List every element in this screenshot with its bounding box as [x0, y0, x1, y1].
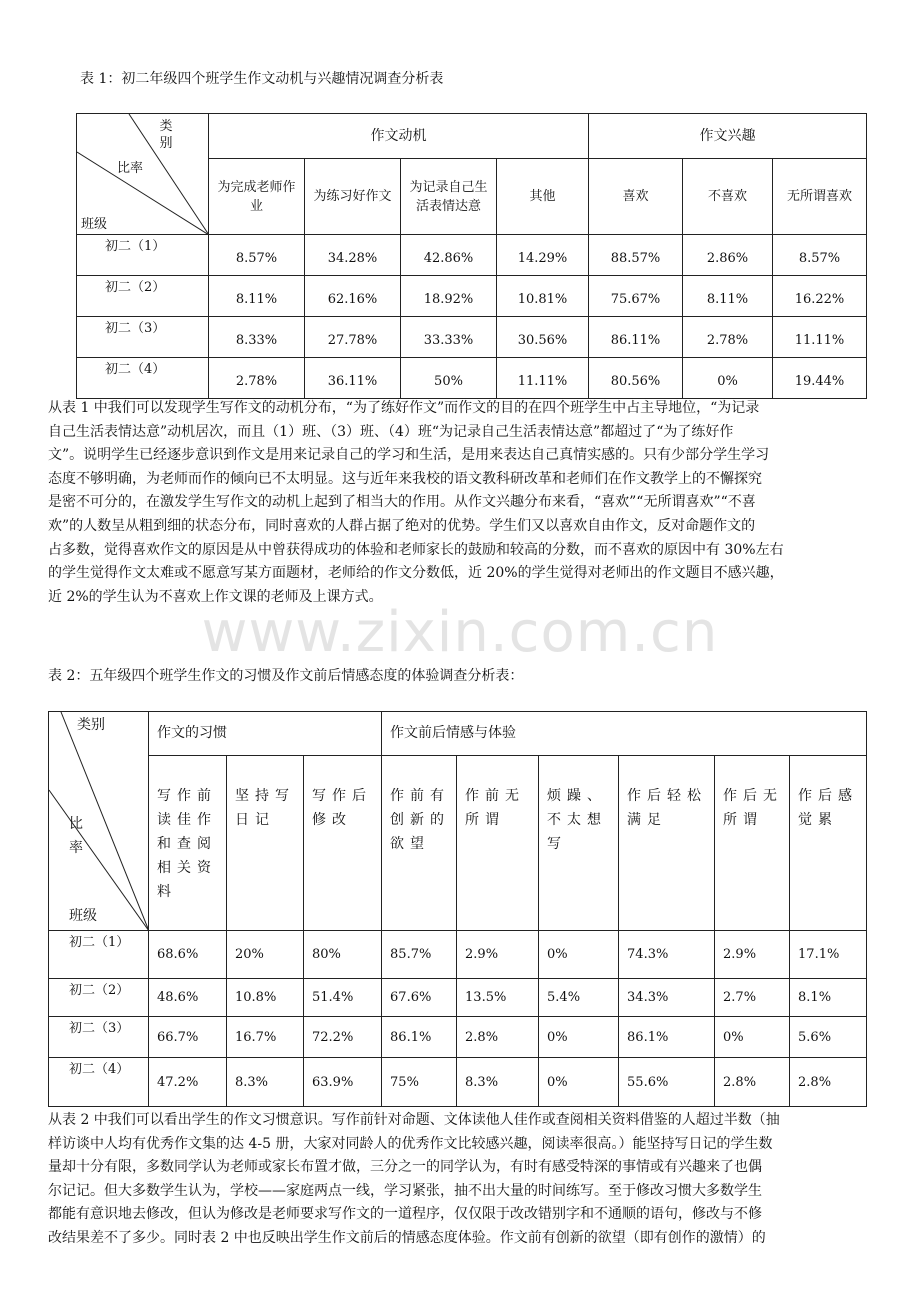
- table2-cell: 8.1%: [790, 979, 867, 1017]
- table2-row-label: 初二（1）: [49, 931, 149, 979]
- table2-cell: 2.9%: [457, 931, 539, 979]
- table1-cell: 11.11%: [497, 358, 589, 399]
- table2-cell: 0%: [715, 1017, 790, 1058]
- table1: [76, 113, 867, 399]
- table1-cell: 86.11%: [589, 317, 683, 358]
- table2-cell: 74.3%: [619, 931, 715, 979]
- table2-cell: 8.3%: [227, 1058, 304, 1107]
- table2-cell: 2.8%: [715, 1058, 790, 1107]
- table1-cell: 16.22%: [773, 276, 867, 317]
- table2-cell: 48.6%: [149, 979, 227, 1017]
- table2-cell: 0%: [539, 1058, 619, 1107]
- table1-cell: 8.11%: [209, 276, 305, 317]
- table2-cell: 55.6%: [619, 1058, 715, 1107]
- table2-cell: 72.2%: [304, 1017, 382, 1058]
- table1-cell: 36.11%: [305, 358, 401, 399]
- table2-column-header: 作前有创新的欲望: [382, 756, 457, 931]
- table2-corner-cell: [49, 712, 149, 931]
- table2-column-header: 作后轻松满足: [619, 756, 715, 931]
- table1-column-header: 不喜欢: [683, 159, 773, 235]
- table1-cell: 2.86%: [683, 235, 773, 276]
- paragraph-line: 量却十分有限，多数同学认为老师或家长布置才做，三分之一的同学认为，有时有感受特深的事情或有兴趣来了也偶: [48, 1159, 762, 1176]
- table1-row-label: 初二（3）: [77, 317, 209, 358]
- table1-cell: 42.86%: [401, 235, 497, 276]
- table1-cell: 8.33%: [209, 317, 305, 358]
- table2-cell: 0%: [539, 1017, 619, 1058]
- table2-cell: 34.3%: [619, 979, 715, 1017]
- table1-column-header: 为完成老师作业: [209, 159, 305, 235]
- paragraph-line: 近 2%的学生认为不喜欢上作文课的老师及上课方式。: [48, 588, 383, 605]
- table1-cell: 19.44%: [773, 358, 867, 399]
- table1-cell: 88.57%: [589, 235, 683, 276]
- paragraph-line: 样访谈中人均有优秀作文集的达 4-5 册，大家对同龄人的优秀作文比较感兴趣，阅读率很高。）能坚持写日记的学生数: [48, 1135, 773, 1152]
- table1-row-label: 初二（1）: [77, 235, 209, 276]
- table1-cell: 8.57%: [209, 235, 305, 276]
- table2-cell: 85.7%: [382, 931, 457, 979]
- paragraph-line: 态度不够明确，为老师而作的倾向已不太明显。这与近年来我校的语文教科研改革和老师们在作文教学上的不懈探究: [48, 470, 762, 487]
- table2-group-habit: 作文的习惯: [149, 712, 382, 756]
- table1-cell: 50%: [401, 358, 497, 399]
- table1-cell: 2.78%: [209, 358, 305, 399]
- table1-column-header: 无所谓喜欢: [773, 159, 867, 235]
- table2-cell: 68.6%: [149, 931, 227, 979]
- table2-row: [49, 1058, 867, 1107]
- table1-column-header: 其他: [497, 159, 589, 235]
- table1-group-motive: 作文动机: [209, 114, 589, 159]
- table1-corner-ratio: [115, 158, 143, 180]
- table2-row-label: 初二（4）: [49, 1058, 149, 1107]
- paragraph-line: 从表 1 中我们可以发现学生写作文的动机分布，“为了练好作文”而作文的目的在四个班学生中占主导地位，“为记录: [48, 400, 760, 416]
- paragraph-line: 欢”的人数呈从粗到细的状态分布，同时喜欢的人群占据了绝对的优势。学生们又以喜欢自由作文，反对命题作文的: [48, 517, 756, 534]
- table1-caption: 表 1：初二年级四个班学生作文动机与兴趣情况调查分析表: [80, 71, 444, 87]
- table2-cell: 13.5%: [457, 979, 539, 1017]
- table2: [48, 711, 867, 1107]
- table2-column-header: 写作后修改: [304, 756, 382, 931]
- table2-cell: 2.7%: [715, 979, 790, 1017]
- table1-corner-ratio-text: 比率: [116, 161, 143, 176]
- table1-cell: 8.57%: [773, 235, 867, 276]
- table2-cell: 2.9%: [715, 931, 790, 979]
- table1-cell: 62.16%: [305, 276, 401, 317]
- table1-column-header: 为记录自己生活表情达意: [401, 159, 497, 235]
- table1-group-interest: 作文兴趣: [589, 114, 867, 159]
- table1-cell: 0%: [683, 358, 773, 399]
- table2-column-header: 作后感觉累: [790, 756, 867, 931]
- table2-cell: 10.8%: [227, 979, 304, 1017]
- table1-row-label: 初二（2）: [77, 276, 209, 317]
- paragraph-line: 是密不可分的，在激发学生写作文的动机上起到了相当大的作用。从作文兴趣分布来看，“喜欢”“无所谓喜欢”“不喜: [48, 494, 756, 511]
- table1-cell: 18.92%: [401, 276, 497, 317]
- table2-column-header: 作后无所谓: [715, 756, 790, 931]
- paragraph-line: 自己生活表情达意”动机居次，而且（1）班、（3）班、（4）班“为记录自己生活表情达意”都超过了“为了练好作: [48, 423, 734, 440]
- table1-cell: 34.28%: [305, 235, 401, 276]
- watermark: www.zixin.com.cn: [201, 600, 719, 665]
- table1-cell: 10.81%: [497, 276, 589, 317]
- table1-cell: 27.78%: [305, 317, 401, 358]
- table2-corner-diagonals: [49, 712, 149, 931]
- table2-row: [49, 1017, 867, 1058]
- paragraph-1: [48, 397, 874, 609]
- table1-corner-cell: [77, 114, 209, 235]
- table2-row-label: 初二（3）: [49, 1017, 149, 1058]
- table2-cell: 2.8%: [457, 1017, 539, 1058]
- paragraph-line: 尔记记。但大多数学生认为，学校——家庭两点一线，学习紧张，抽不出大量的时间练写。至于修改习惯大多数学生: [48, 1182, 762, 1199]
- table2-corner-category: 类别: [77, 717, 105, 733]
- paragraph-line: 文”。说明学生已经逐步意识到作文是用来记录自己的学习和生活，是用来表达自己真情实感的。只有少部分学生学习: [48, 447, 770, 464]
- table2-column-header: 烦躁、不太想写: [539, 756, 619, 931]
- table1-row-label: 初二（4）: [77, 358, 209, 399]
- paragraph-2: [48, 1109, 874, 1251]
- table2-cell: 80%: [304, 931, 382, 979]
- table2-cell: 2.8%: [790, 1058, 867, 1107]
- table2-cell: 86.1%: [382, 1017, 457, 1058]
- table1-cell: 33.33%: [401, 317, 497, 358]
- paragraph-line: 的学生觉得作文太难或不愿意写某方面题材，老师给的作文分数低，近 20%的学生觉得对老师出的作文题目不感兴趣，: [48, 565, 784, 582]
- table1-row: [77, 317, 867, 358]
- table1-row: [77, 276, 867, 317]
- table1-corner-class: 班级: [81, 217, 108, 232]
- table1-cell: 11.11%: [773, 317, 867, 358]
- table2-corner-ratio: 比率: [69, 816, 83, 856]
- table1-cell: 8.11%: [683, 276, 773, 317]
- table2-cell: 75%: [382, 1058, 457, 1107]
- table2-cell: 5.4%: [539, 979, 619, 1017]
- table1-row: [77, 235, 867, 276]
- table2-column-header: 写作前读佳作和查阅相关资料: [149, 756, 227, 931]
- table2-cell: 20%: [227, 931, 304, 979]
- table1-corner-category: 类别: [159, 119, 173, 151]
- table1-column-header: 喜欢: [589, 159, 683, 235]
- table2-corner-class: 班级: [69, 908, 97, 924]
- table2-caption: 表 2：五年级四个班学生作文的习惯及作文前后情感态度的体验调查分析表：: [48, 668, 524, 684]
- table1-cell: 2.78%: [683, 317, 773, 358]
- table1-column-header: 为练习好作文: [305, 159, 401, 235]
- table1-cell: 75.67%: [589, 276, 683, 317]
- table2-cell: 16.7%: [227, 1017, 304, 1058]
- paragraph-line: 都能有意识地去修改，但认为修改是老师要求写作文的一道程序，仅仅限于改改错别字和不通顺的语句，修改与不修: [48, 1206, 762, 1223]
- table1-cell: 14.29%: [497, 235, 589, 276]
- table2-column-header: 坚持写日记: [227, 756, 304, 931]
- table2-cell: 0%: [539, 931, 619, 979]
- table1-cell: 30.56%: [497, 317, 589, 358]
- table2-cell: 86.1%: [619, 1017, 715, 1058]
- table1-row: [77, 358, 867, 399]
- table2-cell: 67.6%: [382, 979, 457, 1017]
- table1-cell: 80.56%: [589, 358, 683, 399]
- paragraph-line: 从表 2 中我们可以看出学生的作文习惯意识。写作前针对命题、文体读他人佳作或查阅相关资料借鉴的人超过半数（抽: [48, 1112, 780, 1128]
- table2-cell: 63.9%: [304, 1058, 382, 1107]
- table2-row: [49, 931, 867, 979]
- paragraph-line: 占多数，觉得喜欢作文的原因是从中曾获得成功的体验和老师家长的鼓励和较高的分数，而不喜欢的原因中有 30%左右: [48, 541, 784, 558]
- table2-cell: 5.6%: [790, 1017, 867, 1058]
- table2-cell: 51.4%: [304, 979, 382, 1017]
- table2-group-feeling: 作文前后情感与体验: [382, 712, 867, 756]
- table2-cell: 66.7%: [149, 1017, 227, 1058]
- table2-cell: 17.1%: [790, 931, 867, 979]
- table2-cell: 8.3%: [457, 1058, 539, 1107]
- table2-column-header: 作前无所谓: [457, 756, 539, 931]
- table2-cell: 47.2%: [149, 1058, 227, 1107]
- table2-row-label: 初二（2）: [49, 979, 149, 1017]
- table2-row: [49, 979, 867, 1017]
- paragraph-line: 改结果差不了多少。同时表 2 中也反映出学生作文前后的情感态度体验。作文前有创新的欲望（即有创作的激情）的: [48, 1229, 766, 1246]
